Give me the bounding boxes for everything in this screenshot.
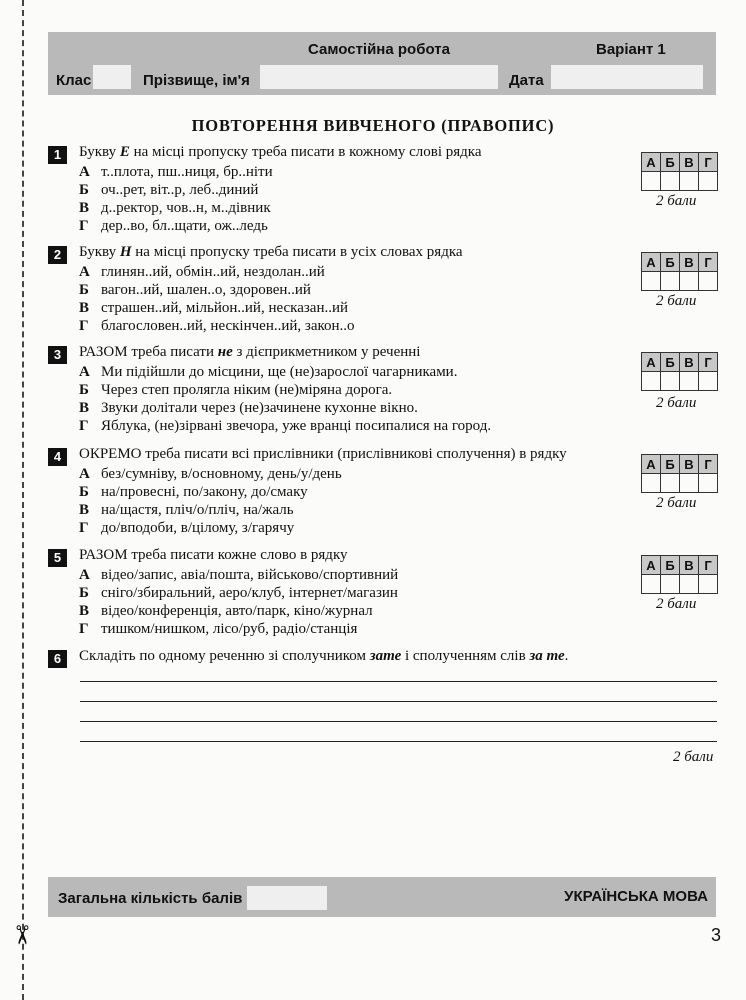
answer-cell-d[interactable] <box>699 474 718 493</box>
option-b: Б на/провесні, по/закону, до/смаку <box>79 484 308 500</box>
answer-cell-d[interactable] <box>699 172 718 191</box>
option-letter: А <box>79 164 90 180</box>
answer-grid: А Б В Г <box>641 454 718 493</box>
question-text: Букву Е на місці пропуску треба писати в кожному слові рядка <box>79 144 482 160</box>
scissors-icon: ✂ <box>5 924 36 946</box>
answer-grid: А Б В Г <box>641 352 718 391</box>
class-label: Клас <box>56 72 92 89</box>
question-text: Складіть по одному реченню зі сполучником зате і сполученням слів за те. <box>79 648 569 664</box>
answer-cell-b[interactable] <box>661 372 680 391</box>
question-text: РАЗОМ треба писати не з дієприкметником у реченні <box>79 344 421 360</box>
option-c: В на/щастя, пліч/о/пліч, на/жаль <box>79 502 294 518</box>
answer-line[interactable] <box>80 741 717 742</box>
subject-label: УКРАЇНСЬКА МОВА <box>564 888 708 905</box>
answer-cell-a[interactable] <box>642 172 661 191</box>
footer-bar <box>48 877 716 917</box>
total-score-label: Загальна кількість балів <box>58 890 243 907</box>
variant-label: Варіант 1 <box>596 41 666 58</box>
option-d: Г тишком/нишком, лісо/руб, радіо/станція <box>79 621 358 637</box>
option-text: д..ректор, чов..н, м..дівник <box>101 200 271 216</box>
name-label: Прізвище, ім'я <box>143 72 250 89</box>
score-label: 2 бали <box>656 596 697 612</box>
answer-cell-a[interactable] <box>642 372 661 391</box>
option-a: А Ми підійшли до місцини, ще (не)зарослої чагарниками. <box>79 364 458 380</box>
option-a: А відео/запис, авіа/пошта, військово/спортивний <box>79 567 399 583</box>
answer-cell-b[interactable] <box>661 474 680 493</box>
question-number: 5 <box>48 549 67 567</box>
answer-cell-c[interactable] <box>680 575 699 594</box>
answer-grid: А Б В Г <box>641 252 718 291</box>
option-a <box>79 164 273 181</box>
option-text: оч..рет, віт..р, леб..диний <box>101 182 259 198</box>
option-c <box>79 200 271 217</box>
answer-cell-a[interactable] <box>642 272 661 291</box>
answer-cell-d[interactable] <box>699 575 718 594</box>
option-c: В страшен..ий, мільйон..ий, несказан..ий <box>79 300 349 316</box>
option-letter: Г <box>79 218 89 234</box>
option-b: Б вагон..ий, шален..о, здоровен..ий <box>79 282 311 298</box>
question-text: ОКРЕМО треба писати всі прислівники (прислівникові сполучення) в рядку <box>79 446 567 462</box>
score-label: 2 бали <box>656 495 697 511</box>
answer-cell-c[interactable] <box>680 474 699 493</box>
answer-cell-c[interactable] <box>680 272 699 291</box>
question-number: 2 <box>48 246 67 264</box>
option-a: А без/сумніву, в/основному, день/у/день <box>79 466 342 482</box>
option-text: дер..во, бл..щати, ож..ледь <box>101 218 268 234</box>
score-label: 2 бали <box>656 193 697 209</box>
answer-line[interactable] <box>80 701 717 702</box>
date-label: Дата <box>509 72 544 89</box>
answer-cell-c[interactable] <box>680 372 699 391</box>
page-title: ПОВТОРЕННЯ ВИВЧЕНОГО (ПРАВОПИС) <box>191 116 555 135</box>
name-field[interactable] <box>260 65 498 89</box>
answer-cell-c[interactable] <box>680 172 699 191</box>
question-number: 1 <box>48 146 67 164</box>
option-b: Б Через степ пролягла ніким (не)міряна дорога. <box>79 382 393 398</box>
answer-cell-b[interactable] <box>661 172 680 191</box>
score-label: 2 бали <box>673 749 714 765</box>
question-number: 6 <box>48 650 67 668</box>
option-c: В відео/конференція, авто/парк, кіно/журнал <box>79 603 373 619</box>
question-number: 4 <box>48 448 67 466</box>
answer-cell-b[interactable] <box>661 575 680 594</box>
answer-cell-a[interactable] <box>642 474 661 493</box>
answer-cell-d[interactable] <box>699 372 718 391</box>
cut-line <box>22 0 24 1000</box>
answer-grid: А Б В Г <box>641 152 718 191</box>
option-letter: Б <box>79 182 89 198</box>
option-d: Г благословен..ий, нескінчен..ий, закон..о <box>79 318 355 334</box>
question-text: РАЗОМ треба писати кожне слово в рядку <box>79 547 348 563</box>
option-d <box>79 218 268 235</box>
answer-cell-b[interactable] <box>661 272 680 291</box>
score-label: 2 бали <box>656 395 697 411</box>
answer-grid: А Б В Г <box>641 555 718 594</box>
class-field[interactable] <box>93 65 131 89</box>
option-d: Г до/вподоби, в/цілому, з/гарячу <box>79 520 295 536</box>
option-letter: В <box>79 200 90 216</box>
option-text: т..плота, пш..ниця, бр..ніти <box>101 164 273 180</box>
total-score-field[interactable] <box>247 886 327 910</box>
option-c: В Звуки долітали через (не)зачинене кухонне вікно. <box>79 400 418 416</box>
option-a: А глинян..ий, обмін..ий, нездолан..ий <box>79 264 325 280</box>
option-b: Б сніго/збиральний, аеро/клуб, інтернет/магазин <box>79 585 398 601</box>
answer-cell-d[interactable] <box>699 272 718 291</box>
date-field[interactable] <box>551 65 703 89</box>
header-bar <box>48 32 716 95</box>
question-text: Букву Н на місці пропуску треба писати в усіх словах рядка <box>79 244 463 260</box>
work-title: Самостійна робота <box>308 41 450 58</box>
question-number: 3 <box>48 346 67 364</box>
answer-line[interactable] <box>80 681 717 682</box>
answer-cell-a[interactable] <box>642 575 661 594</box>
answer-line[interactable] <box>80 721 717 722</box>
option-b <box>79 182 258 199</box>
score-label: 2 бали <box>656 293 697 309</box>
page-number: 3 <box>711 925 722 945</box>
option-d: Г Яблука, (не)зірвані звечора, уже вранці посипалися на город. <box>79 418 492 434</box>
